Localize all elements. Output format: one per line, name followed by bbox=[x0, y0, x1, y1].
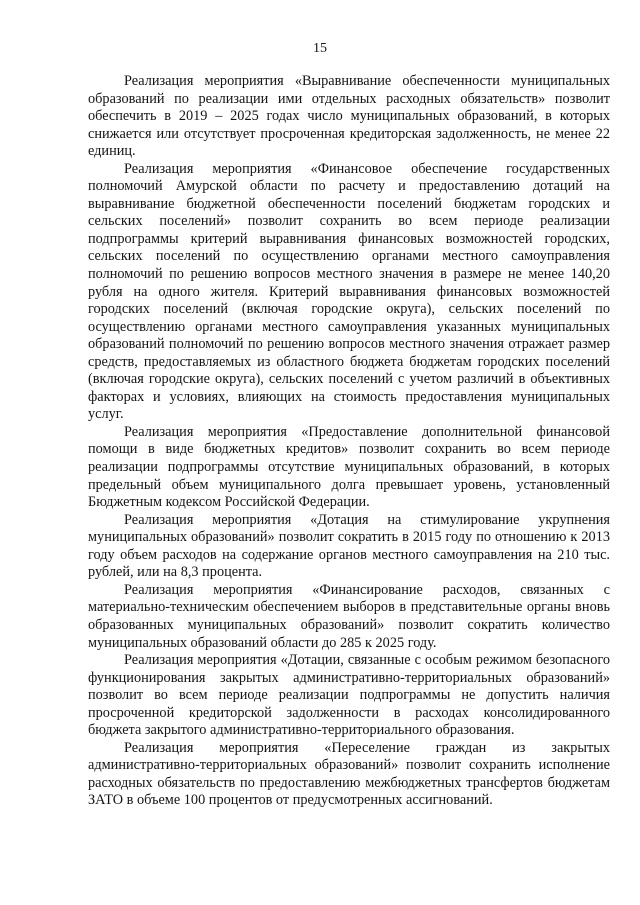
paragraph-closed-territories-subsidies: Реализация мероприятия «Дотации, связанные с особым режимом безопасного функционирования закрытых административно-территориальных образований» позволит во всем периоде реализации подпрограммы не допустить наличия просроченной кредиторской задолженности в расходах консолидированного бюджета закрытого административно-территориального образования. bbox=[88, 652, 610, 739]
paragraph-equalization-obligations: Реализация мероприятия «Выравнивание обеспеченности муниципальных образований по реализации ими отдельных расходных обязательств» позволит обеспечить в 2019 – 2025 годах число муниципальных образований, в которых снижается или отсутствует просроченная кредиторская задолженность, не менее 22 единиц. bbox=[88, 73, 610, 160]
paragraph-budget-credits: Реализация мероприятия «Предоставление дополнительной финансовой помощи в виде бюджетных кредитов» позволит сохранить во всем периоде реализации подпрограммы отсутствие муниципальных образований, в которых предельный объем муниципального долга превышает уровень, установленный Бюджетным кодексом Российской Федерации. bbox=[88, 423, 610, 511]
paragraph-resettlement: Реализация мероприятия «Переселение граждан из закрытых административно-территориальных образований» позволит сохранить исполнение расходных обязательств по предоставлению межбюджетных трансфертов бюджетам ЗАТО в объеме 100 процентов от предусмотренных ассигнований. bbox=[88, 739, 610, 809]
paragraph-settlement-subsidies: Реализация мероприятия «Финансовое обеспечение государственных полномочий Амурской области по расчету и предоставлению дотаций на выравнивание бюджетной обеспеченности поселений бюджетам городских и сельских поселений» позволит сохранить во всем периоде реализации подпрограммы критерий выравнивания финансовых возможностей городских, сельских поселений по осуществлению органами местного самоуправления полномочий по решению вопросов местного значения в размере не менее 140,20 рубля на одного жителя. Критерий выравнивания финансовых возможностей городских поселений (включая городские округа), сельских поселений по осуществлению органами местного самоуправления указанных муниципальных образований полномочий по решению вопросов местного значения отражает размер средств, предоставляемых из областного бюджета бюджетам городских поселений (включая городские округа), сельских поселений с учетом различий в объективных факторах и условиях, влияющих на стоимость предоставления муниципальных услуг. bbox=[88, 160, 610, 423]
page-number: 15 bbox=[313, 41, 327, 56]
paragraph-consolidation-subsidy: Реализация мероприятия «Дотация на стимулирование укрупнения муниципальных образований» позволит сократить в 2015 году по отношению к 2013 году объем расходов на содержание органов местного самоуправления на 210 тыс. рублей, или на 8,3 процента. bbox=[88, 511, 610, 581]
document-body bbox=[88, 73, 610, 810]
paragraph-elections-financing: Реализация мероприятия «Финансирование расходов, связанных с материально-техническим обеспечением выборов в представительные органы вновь образованных муниципальных образований» позволит сократить количество муниципальных образований области до 285 к 2025 году. bbox=[88, 581, 610, 651]
